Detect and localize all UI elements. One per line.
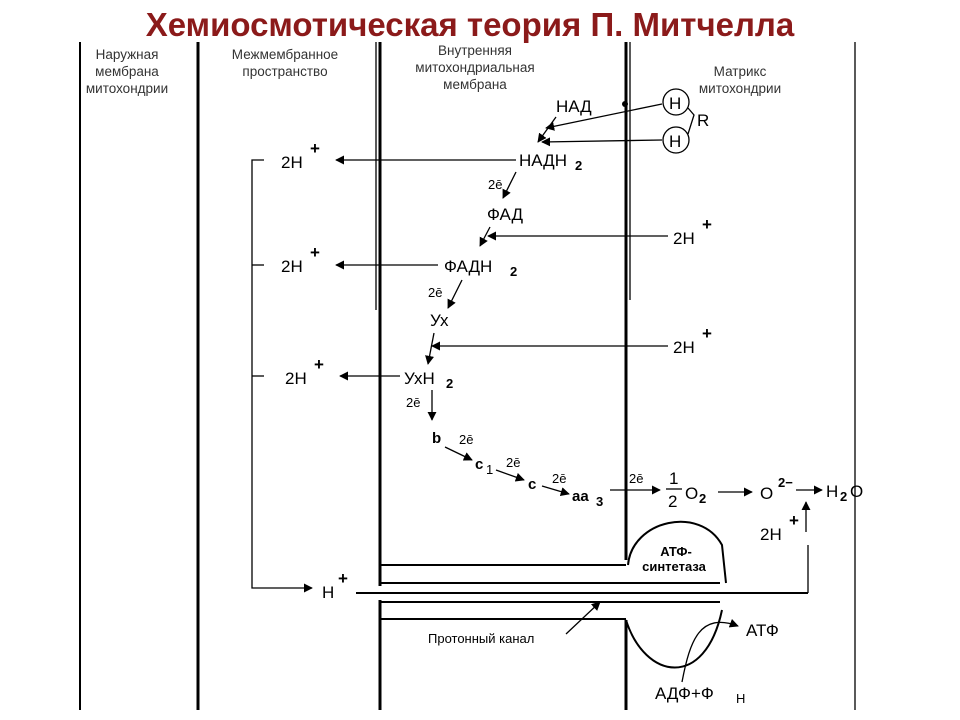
proton-label-1 (281, 139, 320, 172)
plus-sign: + (310, 243, 320, 262)
chain-arrow (496, 470, 524, 480)
electron-label: 2ē (506, 455, 521, 470)
hydride-arrow (542, 140, 662, 142)
electron-label: 2ē (488, 177, 503, 192)
oxide-ion (760, 475, 793, 503)
atp-synthase-label: синтетаза (642, 559, 706, 574)
caption-line: митохондрии (85, 81, 169, 96)
matrix-proton-3 (760, 511, 799, 544)
electron-label: 2ē (552, 471, 567, 486)
nadh-text: НАДН (519, 151, 567, 170)
ubh-text: УхН (404, 369, 435, 388)
charge: 2− (778, 475, 793, 490)
electron-label: 2ē (459, 432, 474, 447)
inner-membrane-caption (415, 43, 534, 92)
proton-label: 2Н (281, 257, 303, 276)
substrate-bond (688, 108, 694, 134)
cytochrome-aa3 (572, 488, 603, 509)
water-o: О (850, 482, 864, 501)
proton-label: 2Н (673, 229, 695, 248)
chain-arrow (448, 280, 462, 308)
caption-line: мембрана (443, 77, 507, 92)
subscript: 2 (446, 376, 454, 391)
caption-line: Наружная (95, 47, 159, 62)
matrix-caption (699, 64, 781, 96)
hydrogen-label: Н (669, 94, 682, 113)
adp-text: АДФ+Ф (655, 684, 714, 703)
ubh-label (404, 369, 453, 391)
chain-arrow (542, 486, 569, 494)
proton-label: 2Н (285, 369, 307, 388)
caption-line: митохондриальная (415, 60, 535, 75)
subscript: 2 (699, 491, 707, 506)
chain-arrow (445, 447, 472, 460)
caption-line: митохондрии (698, 81, 782, 96)
oxide-symbol: О (760, 484, 774, 503)
cyt-aa-text: aa (572, 488, 589, 505)
atp-synthase-label: АТФ- (660, 544, 692, 559)
electron-label: 2ē (629, 471, 644, 486)
subscript: 2 (840, 489, 848, 504)
subscript: 3 (596, 494, 604, 509)
atp-synthesis-arrow (682, 622, 738, 682)
proton-label-2 (281, 243, 320, 276)
proton-label: 2Н (281, 153, 303, 172)
hydrogen-label: Н (669, 132, 682, 151)
plus-sign: + (338, 569, 348, 588)
plus-sign: + (789, 511, 799, 530)
caption-line: Внутренняя (438, 43, 512, 58)
cytochrome-b: b (432, 430, 442, 447)
page-title: Хемиосмотическая теория П. Митчелла (145, 6, 795, 43)
plus-sign: + (310, 139, 320, 158)
plus-sign: + (702, 324, 712, 343)
caption-line: Межмембранное (231, 47, 339, 62)
fad-label: ФАД (487, 205, 523, 224)
chain-arrow (538, 117, 556, 142)
nad-label: НАД (556, 97, 592, 116)
fadh-label (444, 257, 517, 279)
matrix-proton-1 (673, 215, 712, 248)
caption-line: мембрана (95, 64, 159, 79)
fadh-text: ФАДН (444, 257, 493, 276)
water-h: Н (826, 482, 839, 501)
chain-arrow (503, 172, 516, 198)
water (826, 482, 863, 504)
adp-label (655, 684, 745, 706)
half-oxygen (666, 469, 706, 511)
proton-label-channel (322, 569, 348, 602)
chain-arrow (428, 333, 434, 364)
proton-channel-label: Протонный канал (428, 631, 535, 646)
intermembrane-caption (232, 47, 338, 79)
outer-membrane-caption (86, 47, 168, 96)
plus-sign: + (702, 215, 712, 234)
matrix-proton-2 (673, 324, 712, 357)
subscript: Н (736, 691, 746, 706)
oxygen-symbol: О (685, 484, 699, 503)
plus-sign: + (314, 355, 324, 374)
subscript: 2 (575, 158, 583, 173)
proton-label-3 (285, 355, 324, 388)
electron-label: 2ē (406, 395, 421, 410)
cyt-c1-text: c (475, 456, 484, 473)
substrate-r-label: R (697, 111, 710, 130)
caption-line: пространство (242, 64, 328, 79)
subscript: 2 (510, 264, 518, 279)
fraction-den: 2 (668, 492, 678, 511)
proton-label: 2Н (760, 525, 782, 544)
ub-label: Ух (430, 311, 449, 330)
caption-line: Матрикс (713, 64, 767, 79)
proton-label: 2Н (673, 338, 695, 357)
subscript: 1 (486, 462, 494, 477)
cytochrome-c: c (528, 476, 537, 493)
membrane-dot (622, 101, 628, 107)
cytochrome-c1 (475, 456, 493, 477)
fraction-num: 1 (669, 469, 679, 488)
electron-label: 2ē (428, 285, 443, 300)
atp-synthase-bowl (626, 610, 722, 668)
proton-label: Н (322, 583, 335, 602)
nadh-label (519, 151, 582, 173)
atp-label: АТФ (746, 621, 779, 640)
